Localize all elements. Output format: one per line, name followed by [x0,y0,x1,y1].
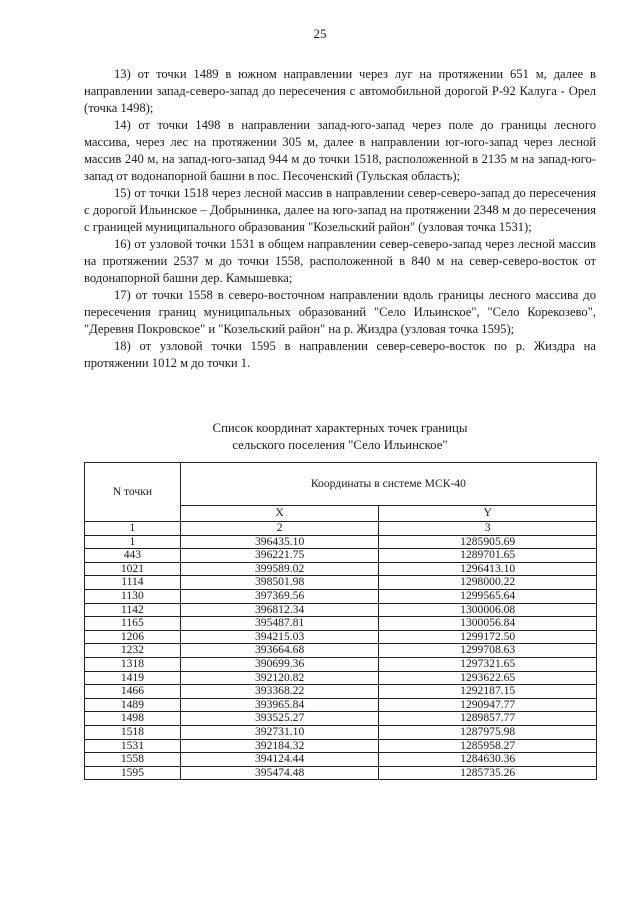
y-coordinate-cell: 1299565.64 [379,589,597,603]
point-number-cell: 443 [85,549,181,563]
point-number-cell: 1114 [85,576,181,590]
x-coordinate-cell: 395487.81 [180,617,379,631]
point-number-cell: 1318 [85,657,181,671]
table-row [85,617,597,631]
y-coordinate-cell: 1300006.08 [379,603,597,617]
table-row [85,712,597,726]
table-row [85,562,597,576]
point-number-cell: 1 [85,535,181,549]
table-row [85,766,597,780]
x-coordinate-cell: 390699.36 [180,657,379,671]
paragraph-15: 15) от точки 1518 через лесной массив в направлении север-северо-запад до пересечения с дорогой Ильинское – Добрынинка, далее на юго-запад на протяжении 2348 м до пересечения с границей муниципального образования "Козельский район" (узловая точка 1531); [84,186,596,234]
table-row [85,698,597,712]
y-coordinate-cell: 1299172.50 [379,630,597,644]
table-row [85,549,597,563]
point-number-cell: 1419 [85,671,181,685]
column-index-2: 2 [180,522,379,536]
y-coordinate-cell: 1285905.69 [379,535,597,549]
x-coordinate-cell: 395474.48 [180,766,379,780]
point-number-cell: 1021 [85,562,181,576]
column-index-row [85,522,597,536]
x-coordinate-cell: 399589.02 [180,562,379,576]
paragraph-18: 18) от узловой точки 1595 в направлении север-северо-восток по р. Жиздра на протяжении 1012 м до точки 1. [84,339,596,370]
x-coordinate-cell: 396435.10 [180,535,379,549]
y-coordinate-cell: 1299708.63 [379,644,597,658]
column-index-3: 3 [379,522,597,536]
table-row [85,739,597,753]
y-coordinate-cell: 1298000.22 [379,576,597,590]
x-coordinate-cell: 397369.56 [180,589,379,603]
table-row [85,589,597,603]
paragraph-13: 13) от точки 1489 в южном направлении через луг на протяжении 651 м, далее в направлении запад-северо-запад до пересечения с автомобильной дорогой Р-92 Калуга - Орел (точка 1498); [84,67,596,115]
table-row [85,644,597,658]
x-coordinate-cell: 392120.82 [180,671,379,685]
coordinates-table [84,462,597,780]
y-coordinate-cell: 1296413.10 [379,562,597,576]
table-row [85,535,597,549]
table-row [85,753,597,767]
header-coordinate-system: Координаты в системе МСК-40 [180,463,596,506]
point-number-cell: 1489 [85,698,181,712]
table-row [85,725,597,739]
x-coordinate-cell: 396812.34 [180,603,379,617]
point-number-cell: 1531 [85,739,181,753]
y-coordinate-cell: 1284630.36 [379,753,597,767]
column-index-1: 1 [85,522,181,536]
paragraph-17: 17) от точки 1558 в северо-восточном направлении вдоль границы лесного массива до пересечения границ муниципальных образований "Село Ильинское", "Село Корекозево", "Деревня Покровское" и "Козельский район" на р. Жиздра (узловая точка 1595); [84,288,596,336]
x-coordinate-cell: 393368.22 [180,685,379,699]
y-coordinate-cell: 1285735.26 [379,766,597,780]
y-coordinate-cell: 1292187.15 [379,685,597,699]
page-number: 25 [313,26,327,41]
table-row [85,630,597,644]
point-number-cell: 1466 [85,685,181,699]
point-number-cell: 1206 [85,630,181,644]
x-coordinate-cell: 394124.44 [180,753,379,767]
table-row [85,685,597,699]
paragraph-14: 14) от точки 1498 в направлении запад-юго-запад через поле до границы лесного массива, через лес на протяжении 305 м, далее в направлении юг-юго-запад через лесной массив 240 м, на запад-юго-запад 944 м до точки 1518, расположенной в 2135 м на запад-юго-запад от водонапорной башни в пос. Песоченский (Тульская область); [84,118,596,183]
point-number-cell: 1232 [85,644,181,658]
point-number-cell: 1558 [85,753,181,767]
table-row [85,603,597,617]
y-coordinate-cell: 1290947.77 [379,698,597,712]
y-coordinate-cell: 1289857.77 [379,712,597,726]
point-number-cell: 1142 [85,603,181,617]
point-number-cell: 1595 [85,766,181,780]
boundary-description [84,66,596,372]
header-x: X [180,505,379,521]
point-number-cell: 1130 [85,589,181,603]
x-coordinate-cell: 398501.98 [180,576,379,590]
y-coordinate-cell: 1285958.27 [379,739,597,753]
point-number-cell: 1518 [85,725,181,739]
table-row [85,671,597,685]
y-coordinate-cell: 1293622.65 [379,671,597,685]
header-point-number: N точки [85,463,181,522]
point-number-cell: 1165 [85,617,181,631]
table-row [85,576,597,590]
y-coordinate-cell: 1287975.98 [379,725,597,739]
x-coordinate-cell: 396221.75 [180,549,379,563]
y-coordinate-cell: 1300056.84 [379,617,597,631]
x-coordinate-cell: 393525.27 [180,712,379,726]
y-coordinate-cell: 1297321.65 [379,657,597,671]
paragraph-16: 16) от узловой точки 1531 в общем направлении север-северо-запад через лесной массив на протяжении 2537 м до точки 1558, расположенной в 840 м на север-северо-восток от водонапорной башни дер. Камышевка; [84,237,596,285]
y-coordinate-cell: 1289701.65 [379,549,597,563]
x-coordinate-cell: 394215.03 [180,630,379,644]
point-number-cell: 1498 [85,712,181,726]
x-coordinate-cell: 393664.68 [180,644,379,658]
table-caption [84,420,596,454]
x-coordinate-cell: 393965.84 [180,698,379,712]
caption-line-2: сельского поселения "Село Ильинское" [232,438,448,452]
x-coordinate-cell: 392731.10 [180,725,379,739]
table-row [85,657,597,671]
header-y: Y [379,505,597,521]
caption-line-1: Список координат характерных точек границы [212,421,468,435]
x-coordinate-cell: 392184.32 [180,739,379,753]
